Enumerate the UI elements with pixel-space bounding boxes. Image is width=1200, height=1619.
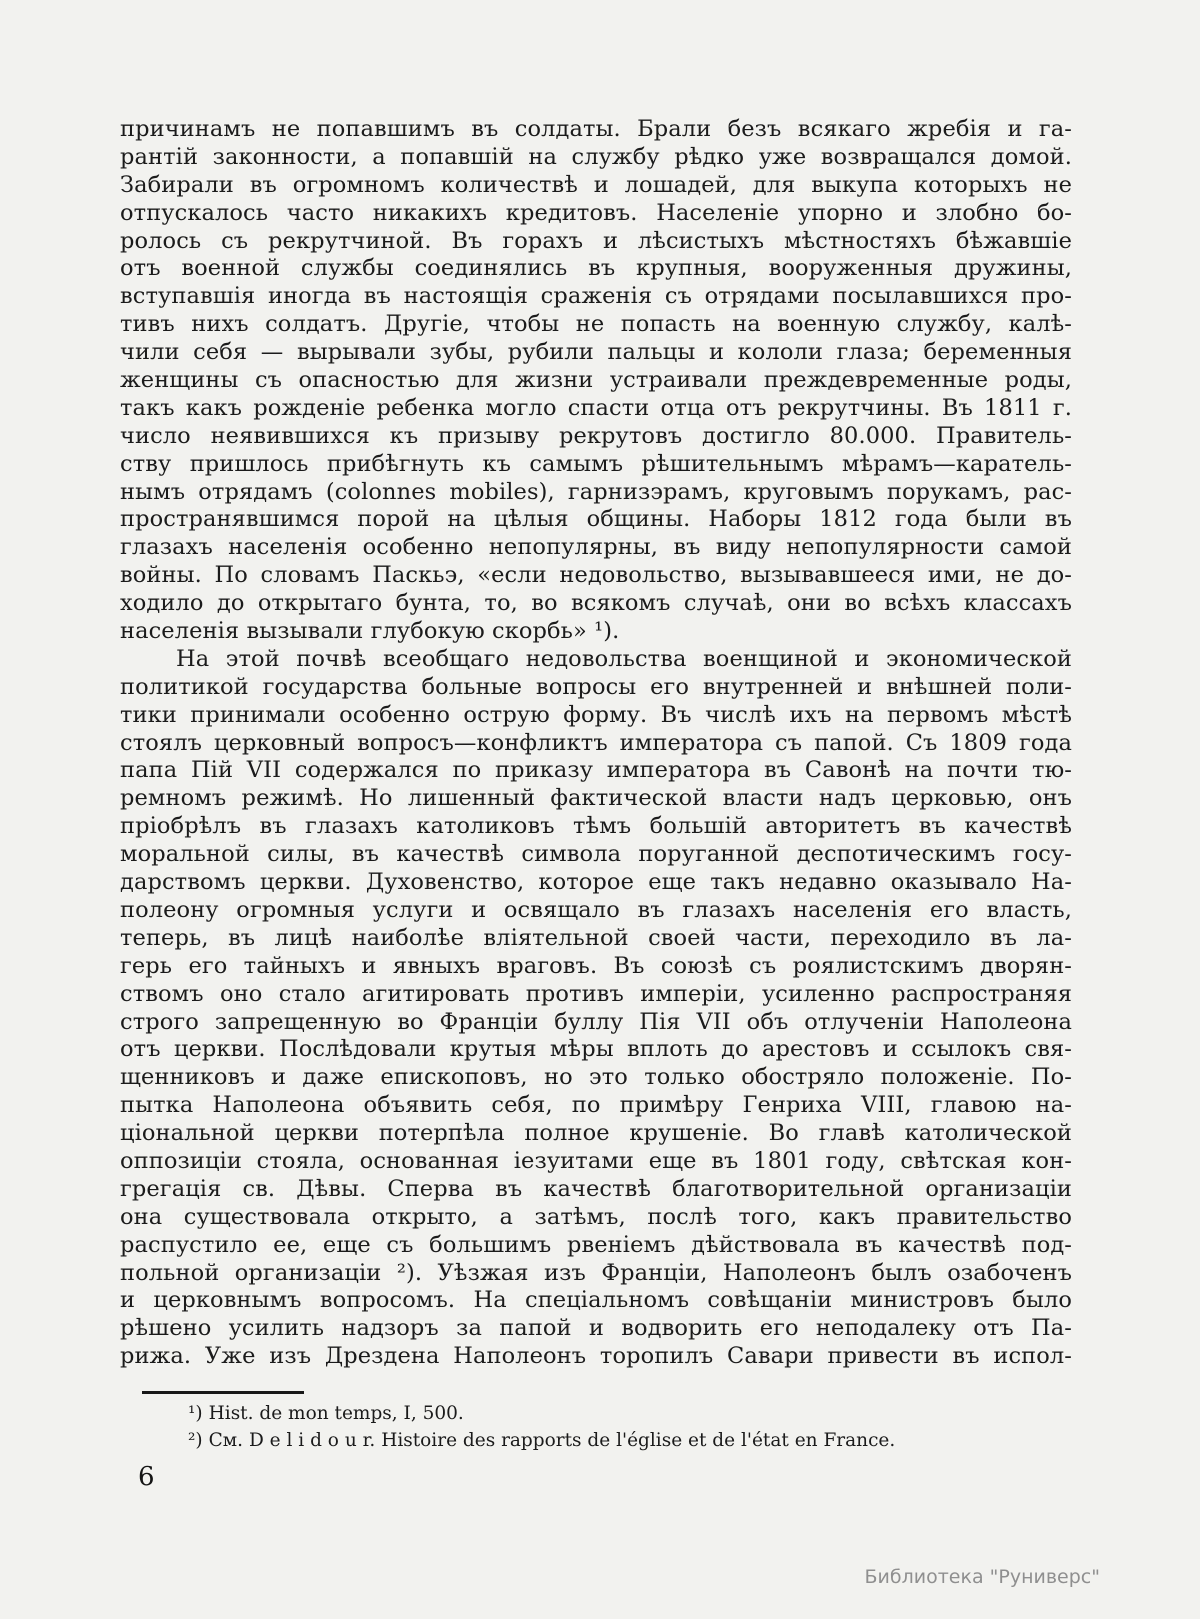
text-line: тивъ нихъ солдатъ. Другіе, чтобы не попасть на военную службу, калѣ- [120, 311, 1072, 338]
text-line: ствомъ оно стало агитировать противъ имперіи, усиленно распространяя [120, 980, 1072, 1007]
text-line: герь его тайныхъ и явныхъ враговъ. Въ союзѣ съ роялистскимъ дворян- [120, 952, 1072, 979]
footnotes [188, 1401, 988, 1454]
text-line: На этой почвѣ всеобщаго недовольства военщиной и экономической [176, 645, 1072, 672]
text-line: папа Пій VII содержался по приказу императора въ Савонѣ на почти тю- [120, 757, 1072, 784]
text-line: полеону огромныя услуги и освящало въ глазахъ населенія его власть, [120, 896, 1072, 923]
text-line: причинамъ не попавшимъ въ солдаты. Брали безъ всякаго жребія и га- [120, 116, 1072, 142]
text-line: вступавшія иногда въ настоящія сраженія съ отрядами посылавшихся про- [120, 283, 1072, 310]
text-line: рижа. Уже изъ Дрездена Наполеонъ торопилъ Савари привести въ испол- [120, 1343, 1072, 1370]
footnote: ¹) Hist. de mon temps, I, 500. [188, 1403, 464, 1424]
text-line: и церковнымъ вопросомъ. На спеціальномъ совѣщаніи министровъ было [120, 1287, 1072, 1314]
text-line: щенниковъ и даже епископовъ, но это только обостряло положеніе. По- [120, 1064, 1072, 1091]
text-line: ремномъ режимѣ. Но лишенный фактической власти надъ церковью, онъ [120, 785, 1072, 812]
footnote-marker: ²) [188, 1429, 203, 1451]
text-line: политикой государства больные вопросы его внутренней и внѣшней поли- [120, 673, 1072, 700]
footnote-separator [142, 1391, 304, 1394]
text-line: чили себя — вырывали зубы, рубили пальцы и кололи глаза; беременныя [120, 339, 1072, 366]
library-watermark: Библиотека "Руниверс" [864, 1566, 1100, 1588]
text-line: грегація св. Дѣвы. Сперва въ качествѣ благотворительной организаціи [120, 1175, 1072, 1202]
text-line: пытка Наполеона объявить себя, по примѣру Генриха VIII, главою на- [120, 1092, 1072, 1119]
text-line: дарствомъ церкви. Духовенство, которое еще такъ недавно оказывало На- [120, 869, 1072, 896]
text-line: тики принимали особенно острую форму. Въ числѣ ихъ на первомъ мѣстѣ [120, 701, 1072, 728]
body-text [120, 116, 1072, 1371]
text-line: пространявшимся порой на цѣлыя общины. Наборы 1812 года были въ [120, 506, 1072, 533]
text-line: стоялъ церковный вопросъ—конфликтъ императора съ папой. Съ 1809 года [120, 729, 1072, 756]
text-line: распустило ее, еще съ большимъ рвеніемъ дѣйствовала въ качествѣ под- [120, 1231, 1072, 1258]
text-line: моральной силы, въ качествѣ символа поруганной деспотическимъ госу- [120, 841, 1072, 868]
text-line: рѣшено усилить надзоръ за папой и водворить его неподалеку отъ Па- [120, 1315, 1072, 1342]
text-line: отъ церкви. Послѣдовали крутыя мѣры вплоть до арестовъ и ссылокъ свя- [120, 1036, 1072, 1063]
text-line: число неявившихся къ призыву рекрутовъ достигло 80.000. Правитель- [120, 422, 1072, 449]
text-line: ству пришлось прибѣгнуть къ самымъ рѣшительнымъ мѣрамъ—каратель- [120, 450, 1072, 477]
page-number: 6 [138, 1462, 155, 1492]
text-line: ціональной церкви потерпѣла полное крушеніе. Во главѣ католической [120, 1120, 1072, 1147]
footnote-marker: ¹) [188, 1403, 203, 1424]
text-line: населенія вызывали глубокую скорбь» ¹). [120, 618, 620, 645]
text-line: ходило до открытаго бунта, то, во всякомъ случаѣ, они во всѣхъ классахъ [120, 590, 1072, 617]
text-line: рантій законности, а попавшій на службу рѣдко уже возвращался домой. [120, 143, 1072, 170]
text-line: войны. По словамъ Паскьэ, «если недовольство, вызывавшееся ими, не до- [120, 562, 1072, 589]
text-line: ролось съ рекрутчиной. Въ горахъ и лѣсистыхъ мѣстностяхъ бѣжавшіе [120, 227, 1072, 254]
footnote: ²) См. D e l i d o u r. Histoire des rapports de l'église et de l'état en France. [188, 1429, 896, 1451]
text-line: польной организаціи ²). Уѣзжая изъ Франціи, Наполеонъ былъ озабоченъ [120, 1259, 1072, 1286]
text-line: отпускалось часто никакихъ кредитовъ. Населеніе упорно и злобно бо- [120, 199, 1072, 226]
text-line: женщины съ опасностью для жизни устраивали преждевременные роды, [120, 367, 1072, 394]
text-line: пріобрѣлъ въ глазахъ католиковъ тѣмъ большій авторитетъ въ качествѣ [120, 813, 1072, 840]
text-line: отъ военной службы соединялись въ крупныя, вооруженныя дружины, [120, 255, 1072, 282]
text-line: такъ какъ рожденіе ребенка могло спасти отца отъ рекрутчины. Въ 1811 г. [120, 394, 1072, 421]
text-line: теперь, въ лицѣ наиболѣе вліятельной своей части, переходило въ ла- [120, 924, 1072, 951]
text-line: строго запрещенную во Франціи буллу Пія VII объ отлученіи Наполеона [120, 1008, 1072, 1035]
text-line: глазахъ населенія особенно непопулярны, въ виду непопулярности самой [120, 534, 1072, 561]
text-line: она существовала открыто, а затѣмъ, послѣ того, какъ правительство [120, 1203, 1072, 1230]
text-line: нымъ отрядамъ (colonnes mobiles), гарнизэрамъ, круговымъ порукамъ, рас- [120, 478, 1072, 505]
text-line: Забирали въ огромномъ количествѣ и лошадей, для выкупа которыхъ не [120, 171, 1072, 198]
text-line: оппозиціи стояла, основанная іезуитами еще въ 1801 году, свѣтская кон- [120, 1147, 1072, 1174]
